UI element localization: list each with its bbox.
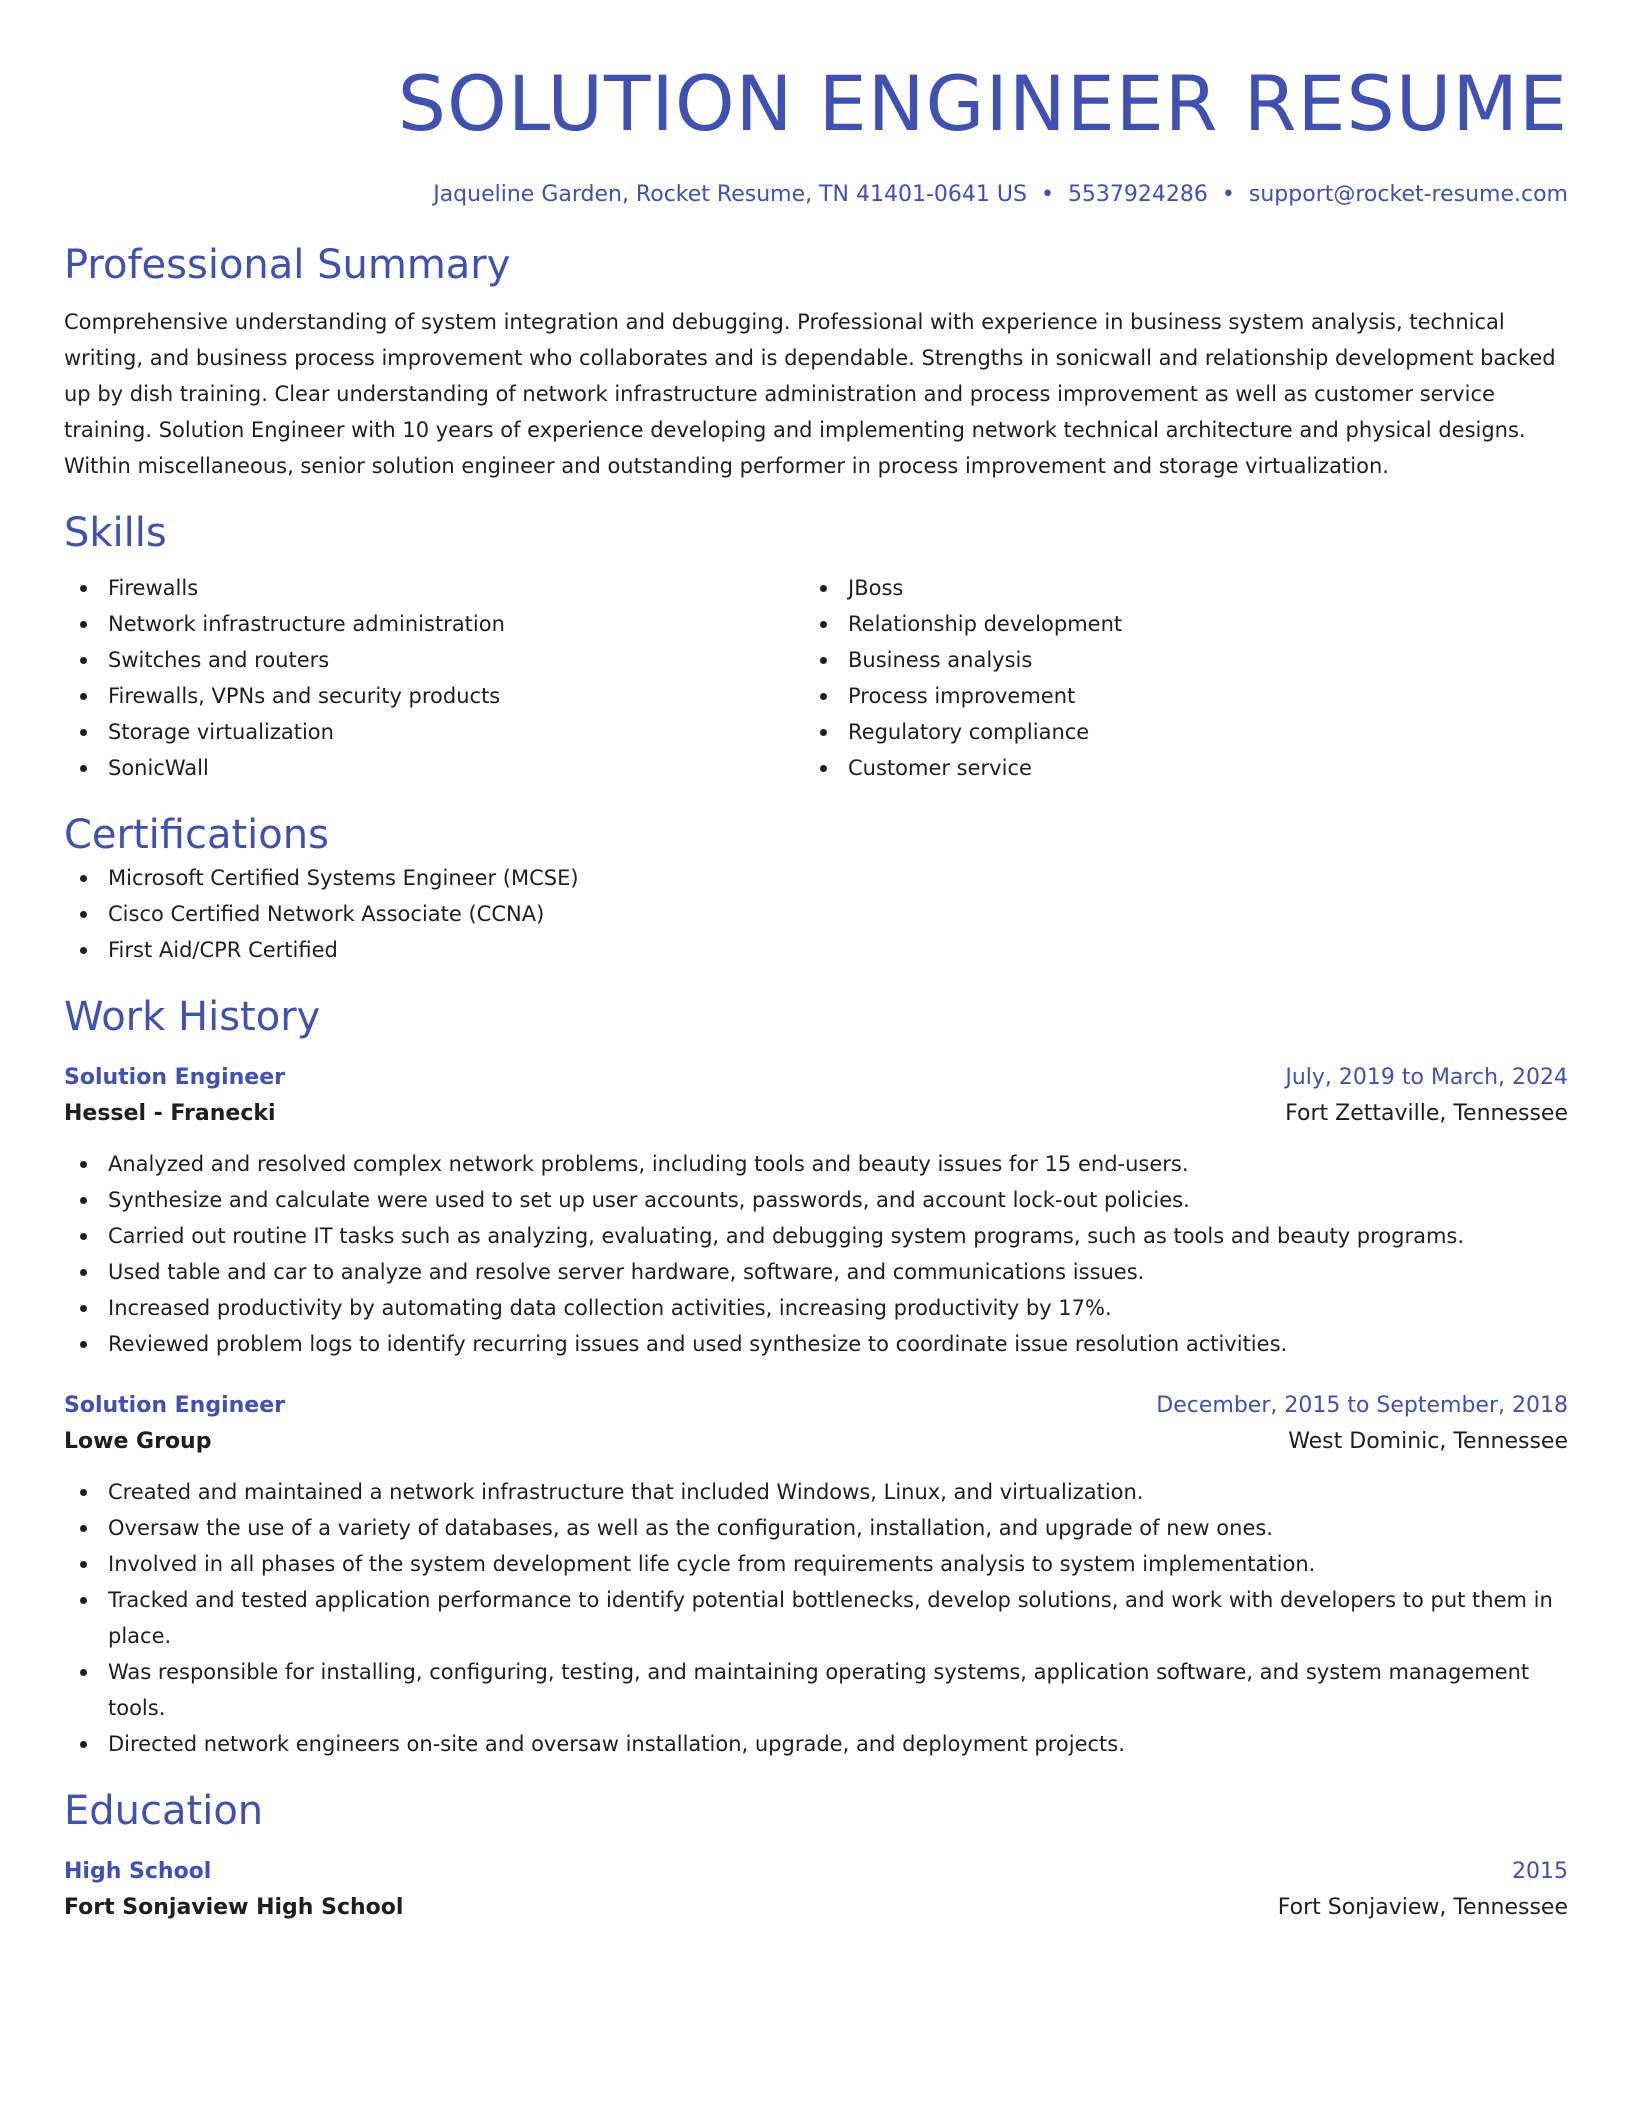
work-history-heading: Work History — [64, 994, 321, 1040]
contact-address: Jaqueline Garden, Rocket Resume, TN 41401-0641 US — [433, 182, 1027, 207]
certification-item: Cisco Certified Network Associate (CCNA) — [64, 896, 1568, 932]
job-company: Lowe Group — [64, 1429, 212, 1454]
contact-phone: 5537924286 — [1067, 182, 1208, 207]
job-bullet: Used table and car to analyze and resolve server hardware, software, and communications issues. — [64, 1254, 1568, 1290]
education-heading: Education — [64, 1788, 264, 1834]
job-bullet: Tracked and tested application performance to identify potential bottlenecks, develop solutions, and work with developers to put them in place. — [64, 1582, 1568, 1654]
job-dates: December, 2015 to September, 2018 — [1156, 1393, 1568, 1418]
education-school: Fort Sonjaview High School — [64, 1895, 404, 1920]
education-entry — [64, 1854, 1568, 1926]
skill-item: Storage virtualization — [64, 714, 804, 750]
job-location: West Dominic, Tennessee — [1288, 1429, 1568, 1454]
skills-column-left — [64, 570, 804, 786]
job-entry — [64, 1388, 1568, 1762]
job-bullet: Reviewed problem logs to identify recurring issues and used synthesize to coordinate issue resolution activities. — [64, 1326, 1568, 1362]
resume-title: SOLUTION ENGINEER RESUME — [397, 59, 1568, 148]
job-title: Solution Engineer — [64, 1065, 285, 1090]
skills-heading: Skills — [64, 510, 167, 556]
job-entry — [64, 1060, 1568, 1362]
education-year: 2015 — [1512, 1859, 1568, 1884]
certifications-list — [64, 860, 1568, 968]
skills-column-right — [804, 570, 1544, 786]
skill-item: Network infrastructure administration — [64, 606, 804, 642]
job-bullet: Oversaw the use of a variety of databases, as well as the configuration, installation, and upgrade of new ones. — [64, 1510, 1568, 1546]
skill-item: JBoss — [804, 570, 1544, 606]
skill-item: Switches and routers — [64, 642, 804, 678]
job-bullet: Increased productivity by automating data collection activities, increasing productivity by 17%. — [64, 1290, 1568, 1326]
job-bullet: Involved in all phases of the system development life cycle from requirements analysis to system implementation. — [64, 1546, 1568, 1582]
summary-text: Comprehensive understanding of system integration and debugging. Professional with experience in business system analysis, technical writing, and business process improvement who collaborates and is dependable. Strengths in sonicwall and relationship development backed up by dish training. Clear understanding of network infrastructure administration and process improvement as well as customer service training. Solution Engineer with 10 years of experience developing and implementing network technical architecture and physical designs. Within miscellaneous, senior solution engineer and outstanding performer in process improvement and storage virtualization. — [64, 310, 1556, 478]
job-bullets — [64, 1146, 1568, 1362]
skill-item: Business analysis — [804, 642, 1544, 678]
job-bullet: Synthesize and calculate were used to set up user accounts, passwords, and account lock-out policies. — [64, 1182, 1568, 1218]
contact-line — [64, 180, 1568, 210]
skill-item: Firewalls — [64, 570, 804, 606]
job-bullets — [64, 1474, 1568, 1762]
skill-item: Firewalls, VPNs and security products — [64, 678, 804, 714]
job-company: Hessel - Franecki — [64, 1101, 276, 1126]
education-degree: High School — [64, 1859, 212, 1884]
resume-header — [64, 56, 1568, 210]
skill-item: Regulatory compliance — [804, 714, 1544, 750]
job-bullet: Created and maintained a network infrastructure that included Windows, Linux, and virtualization. — [64, 1474, 1568, 1510]
job-dates: July, 2019 to March, 2024 — [1285, 1065, 1568, 1090]
job-bullet: Directed network engineers on-site and oversaw installation, upgrade, and deployment projects. — [64, 1726, 1568, 1762]
job-bullet: Was responsible for installing, configuring, testing, and maintaining operating systems, application software, and system management tools. — [64, 1654, 1568, 1726]
certification-item: First Aid/CPR Certified — [64, 932, 1568, 968]
job-location: Fort Zettaville, Tennessee — [1285, 1101, 1568, 1126]
skills-list — [64, 570, 1568, 786]
summary-heading: Professional Summary — [64, 242, 511, 288]
job-title: Solution Engineer — [64, 1393, 285, 1418]
contact-separator: • — [1221, 182, 1235, 207]
certifications-heading: Certifications — [64, 812, 329, 858]
contact-email[interactable]: support@rocket-resume.com — [1248, 182, 1568, 207]
skill-item: Customer service — [804, 750, 1544, 786]
certification-item: Microsoft Certified Systems Engineer (MCSE) — [64, 860, 1568, 896]
skill-item: Process improvement — [804, 678, 1544, 714]
contact-separator: • — [1040, 182, 1054, 207]
job-bullet: Analyzed and resolved complex network problems, including tools and beauty issues for 15 end-users. — [64, 1146, 1568, 1182]
education-location: Fort Sonjaview, Tennessee — [1277, 1895, 1568, 1920]
job-bullet: Carried out routine IT tasks such as analyzing, evaluating, and debugging system programs, such as tools and beauty programs. — [64, 1218, 1568, 1254]
skill-item: SonicWall — [64, 750, 804, 786]
skill-item: Relationship development — [804, 606, 1544, 642]
